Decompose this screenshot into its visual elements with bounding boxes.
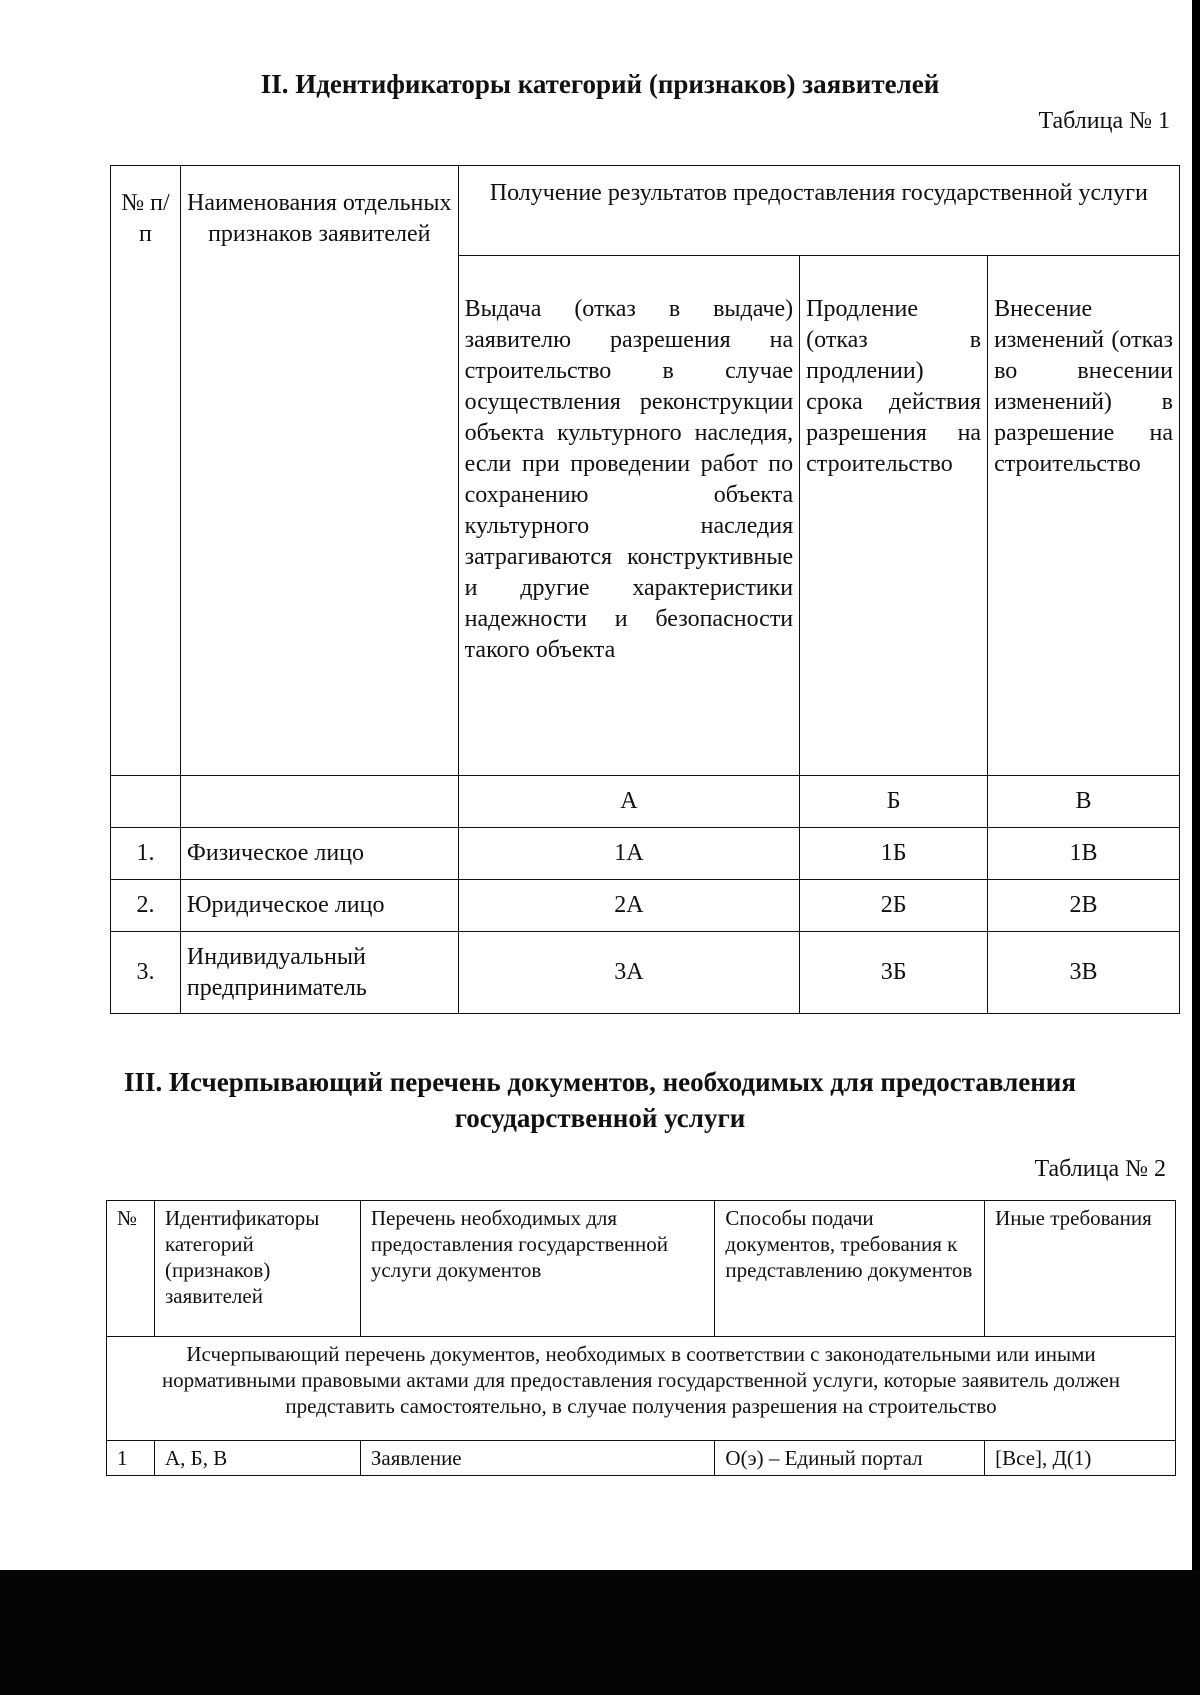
row-code-c: 3В: [988, 932, 1180, 1014]
t1-header-group: Получение результатов предоставления государственной услуги: [458, 166, 1179, 256]
table-1: [110, 165, 1180, 1014]
t2-header-methods: Способы подачи документов, требования к представлению документов: [715, 1201, 985, 1337]
t2-header-other: Иные требования: [985, 1201, 1176, 1337]
row-code-a: 3А: [458, 932, 800, 1014]
row-code-b: 2Б: [800, 880, 988, 932]
row-code-a: 1А: [458, 828, 800, 880]
row-code-b: 1Б: [800, 828, 988, 880]
t1-empty-name: [180, 776, 458, 828]
section3-title: III. Исчерпывающий перечень документов, необходимых для предоставления государственной услуги: [124, 1067, 1076, 1133]
t1-letter-c: В: [988, 776, 1180, 828]
t2-row-method: О(э) – Единый портал: [715, 1441, 985, 1476]
t2-row-doc: Заявление: [360, 1441, 715, 1476]
row-code-b: 3Б: [800, 932, 988, 1014]
t2-row-other: [Все], Д(1): [985, 1441, 1176, 1476]
t1-header-name: Наименования отдельных признаков заявителей: [180, 166, 458, 776]
t1-sub-c: Внесение изменений (отказ во внесении изменений) в разрешение на строительство: [988, 256, 1180, 776]
t2-row-ids: А, Б, В: [154, 1441, 360, 1476]
t1-sub-a: Выдача (отказ в выдаче) заявителю разрешения на строительство в случае осуществления реконструкции объекта культурного наследия, если при проведении работ по сохранению объекта культурного наследия затрагиваются конструктивные и другие характеристики надежности и безопасности такого объекта: [458, 256, 800, 776]
t1-letter-a: А: [458, 776, 800, 828]
row-name: Юридическое лицо: [180, 880, 458, 932]
t2-header-num: №: [107, 1201, 155, 1337]
table-row: [111, 828, 1180, 880]
t1-empty-num: [111, 776, 181, 828]
row-name: Индивидуальный предприниматель: [180, 932, 458, 1014]
table-row: [107, 1441, 1176, 1476]
row-num: 2.: [111, 880, 181, 932]
row-num: 3.: [111, 932, 181, 1014]
table1-label: Таблица № 1: [1038, 108, 1170, 134]
t1-letter-b: Б: [800, 776, 988, 828]
row-name: Физическое лицо: [180, 828, 458, 880]
t2-header-ids: Идентификаторы категорий (признаков) заявителей: [154, 1201, 360, 1337]
row-code-a: 2А: [458, 880, 800, 932]
row-code-c: 2В: [988, 880, 1180, 932]
t1-sub-b: Продление (отказ в продлении) срока действия разрешения на строительство: [800, 256, 988, 776]
scan-bottom-band: [0, 1570, 1200, 1695]
table-row: [111, 880, 1180, 932]
row-num: 1.: [111, 828, 181, 880]
table-row: [111, 932, 1180, 1014]
scan-edge: [1192, 0, 1200, 1695]
t2-header-docs: Перечень необходимых для предоставления государственной услуги документов: [360, 1201, 715, 1337]
t2-row-num: 1: [107, 1441, 155, 1476]
t2-span-text: Исчерпывающий перечень документов, необходимых в соответствии с законодательными или иными нормативными правовыми актами для предоставления государственной услуги, которые заявитель должен представить самостоятельно, в случае получения разрешения на строительство: [107, 1337, 1176, 1441]
t1-header-num: № п/п: [111, 166, 181, 776]
row-code-c: 1В: [988, 828, 1180, 880]
table2-label: Таблица № 2: [1034, 1156, 1166, 1182]
table-2: [106, 1200, 1176, 1476]
section2-title: II. Идентификаторы категорий (признаков) заявителей: [260, 69, 940, 99]
